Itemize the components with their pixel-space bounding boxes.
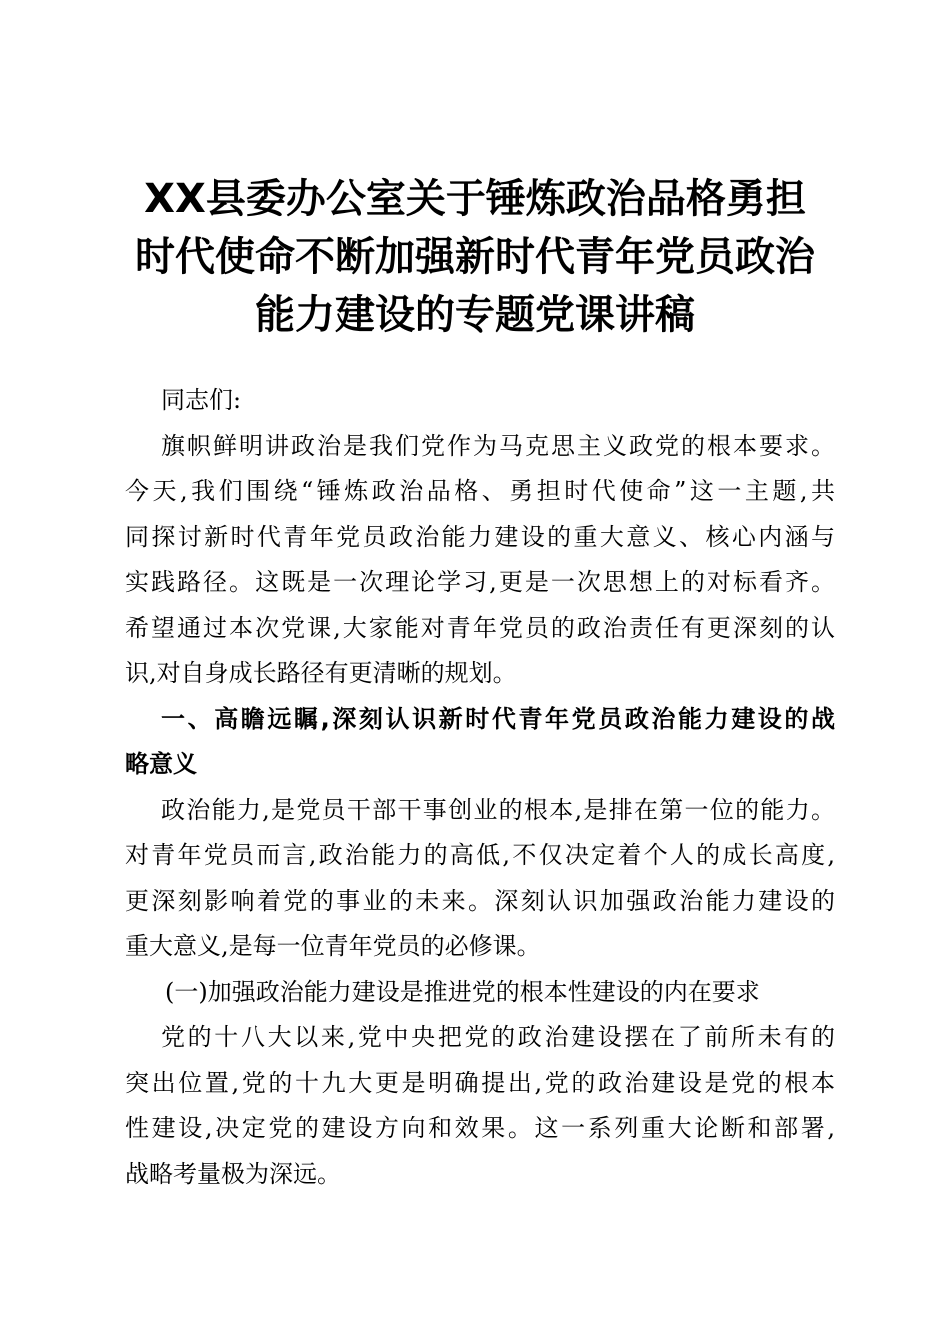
paragraph-line: 对青年党员而言,政治能力的高低,不仅决定着个人的成长高度, <box>125 841 835 869</box>
salutation: 同志们: <box>161 386 242 414</box>
subsection-1-heading: (一)加强政治能力建设是推进党的根本性建设的内在要求 <box>165 977 760 1006</box>
paragraph-line: 突出位置,党的十九大更是明确提出,党的政治建设是党的根本 <box>125 1068 835 1097</box>
section-1-heading <box>125 697 835 788</box>
paragraph-line: 今天,我们围绕“锤炼政治品格、勇担时代使命”这一主题,共 <box>125 477 835 505</box>
paragraph-line: 重大意义,是每一位青年党员的必修课。 <box>125 932 541 960</box>
paragraph-line: 希望通过本次党课,大家能对青年党员的政治责任有更深刻的认 <box>125 613 835 642</box>
paragraph-line: 党的十八大以来,党中央把党的政治建设摆在了前所未有的 <box>161 1023 835 1051</box>
paragraph-line: 政治能力,是党员干部干事创业的根本,是排在第一位的能力。 <box>161 795 835 824</box>
paragraph-line: 旗帜鲜明讲政治是我们党作为马克思主义政党的根本要求。 <box>161 431 835 460</box>
heading-line: 略意义 <box>125 750 197 778</box>
document-title <box>110 170 840 344</box>
title-line: 时代使命不断加强新时代青年党员政治 <box>135 234 815 280</box>
paragraph-line: 性建设,决定党的建设方向和效果。这一系列重大论断和部署, <box>125 1114 835 1142</box>
paragraph-line: 战略考量极为深远。 <box>125 1159 341 1188</box>
document-body <box>125 378 835 1197</box>
section-1-paragraph <box>125 788 835 970</box>
paragraph-line: 更深刻影响着党的事业的未来。深刻认识加强政治能力建设的 <box>125 886 835 915</box>
intro-paragraph <box>125 424 835 697</box>
paragraph-line: 同探讨新时代青年党员政治能力建设的重大意义、核心内涵与 <box>125 522 835 551</box>
title-line: XX县委办公室关于锤炼政治品格勇担 <box>144 176 806 222</box>
subsection-1-paragraph <box>125 1015 835 1197</box>
paragraph-line: 实践路径。这既是一次理论学习,更是一次思想上的对标看齐。 <box>125 568 835 596</box>
paragraph-line: 识,对自身成长路径有更清晰的规划。 <box>125 659 517 687</box>
heading-line: 一、高瞻远瞩,深刻认识新时代青年党员政治能力建设的战 <box>161 704 835 733</box>
title-line: 能力建设的专题党课讲稿 <box>255 292 695 338</box>
